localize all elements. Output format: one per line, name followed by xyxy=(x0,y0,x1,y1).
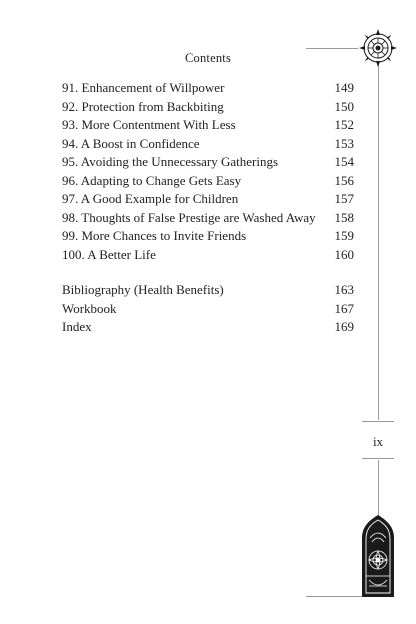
toc-entry[interactable] xyxy=(62,80,354,99)
toc-entry-page: 160 xyxy=(334,246,354,262)
toc-entry-title: Workbook xyxy=(62,300,117,316)
toc-entry-page: 152 xyxy=(334,117,354,132)
page-title: Contents xyxy=(184,51,232,65)
toc-entry-title: 92. Protection from Backbiting xyxy=(62,98,224,114)
toc-entry-title: Index xyxy=(62,319,92,334)
page-number: ix xyxy=(372,434,384,449)
toc-entry-page: 169 xyxy=(334,319,354,334)
folio-rule-bottom xyxy=(362,458,394,459)
folio-rule-top xyxy=(362,421,394,422)
toc-entry-page: 159 xyxy=(334,228,354,243)
toc-entry[interactable] xyxy=(62,173,354,192)
toc-entry-title: Bibliography (Health Benefits) xyxy=(62,282,224,297)
toc-entry[interactable] xyxy=(62,228,354,247)
margin-rule-upper xyxy=(378,64,379,420)
arch-window-ornament-icon xyxy=(360,514,396,598)
toc-entry[interactable] xyxy=(62,154,354,173)
toc-entry-title: 91. Enhancement of Willpower xyxy=(62,80,225,95)
toc-entry-title: 93. More Contentment With Less xyxy=(62,117,236,132)
toc-entry-page: 167 xyxy=(334,300,354,316)
toc-entry[interactable] xyxy=(62,191,354,210)
toc-entry[interactable] xyxy=(62,99,354,118)
toc-entry-page: 156 xyxy=(334,172,354,188)
toc-entry[interactable] xyxy=(62,319,354,338)
toc-list xyxy=(62,80,354,265)
toc-entry-title: 97. A Good Example for Children xyxy=(62,191,239,206)
margin-rule-lower xyxy=(378,460,379,516)
toc-entry-page: 163 xyxy=(334,282,354,297)
toc-entry[interactable] xyxy=(62,117,354,136)
toc-entry[interactable] xyxy=(62,301,354,320)
toc-entry-page: 150 xyxy=(334,98,354,114)
toc-entry-title: 100. A Better Life xyxy=(62,246,156,262)
toc-entry-title: 96. Adapting to Change Gets Easy xyxy=(62,172,242,188)
toc-entry[interactable] xyxy=(62,136,354,155)
toc-back-matter-list xyxy=(62,282,354,338)
toc-entry-page: 158 xyxy=(334,209,354,225)
toc-entry-title: 95. Avoiding the Unnecessary Gatherings xyxy=(62,154,279,169)
toc-entry-title: 99. More Chances to Invite Friends xyxy=(62,228,247,243)
footer-rule xyxy=(306,596,364,597)
toc-entry-page: 157 xyxy=(334,191,354,206)
toc-entry[interactable] xyxy=(62,210,354,229)
toc-entry-page: 153 xyxy=(334,135,354,151)
toc-entry-page: 154 xyxy=(334,154,354,169)
toc-entry-title: 94. A Boost in Confidence xyxy=(62,135,200,151)
toc-entry[interactable] xyxy=(62,247,354,266)
toc-entry-title: 98. Thoughts of False Prestige are Washed Away xyxy=(62,209,316,225)
header-rule xyxy=(306,48,358,49)
mandala-ornament-icon xyxy=(358,28,398,68)
toc-entry-page: 149 xyxy=(334,80,354,95)
toc-entry[interactable] xyxy=(62,282,354,301)
